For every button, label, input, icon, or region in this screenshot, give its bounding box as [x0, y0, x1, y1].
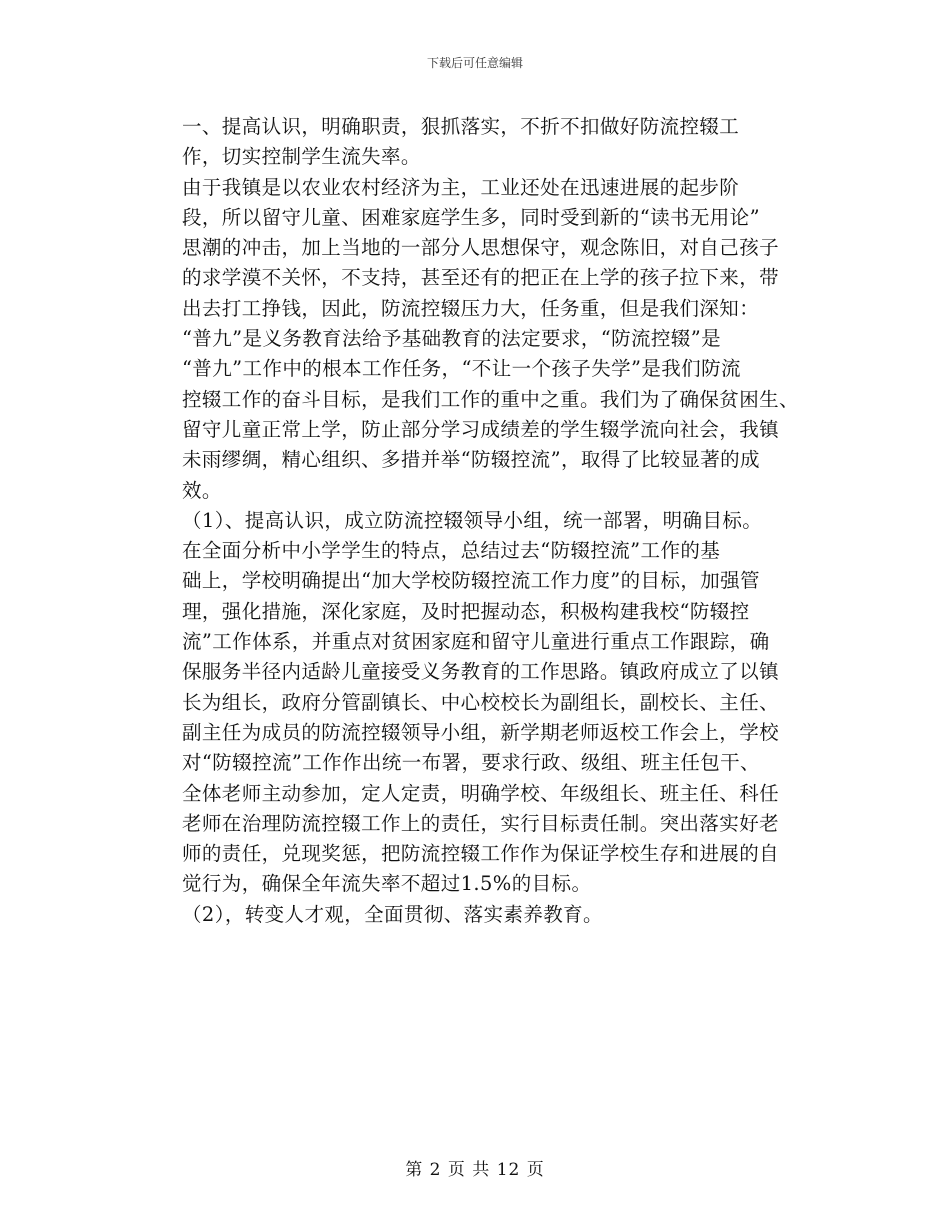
text-line: 全体老师主动参加，定人定责，明确学校、年级组长、班主任、科任 — [182, 781, 780, 805]
text-line: 觉行为，确保全年流失率不超过1.5%的目标。 — [182, 872, 592, 896]
text-line: 保服务半径内适龄儿童接受义务教育的工作思路。镇政府成立了以镇 — [182, 660, 780, 684]
text-line: 在全面分析中小学学生的特点，总结过去“防辍控流”工作的基 — [182, 539, 721, 563]
text-line: 未雨缪绸，精心组织、多措并举“防辍控流”，取得了比较显著的成 — [182, 448, 760, 472]
text-line: 留守儿童正常上学，防止部分学习成绩差的学生辍学流向社会，我镇 — [182, 417, 780, 441]
text-line: 控辍工作的奋斗目标，是我们工作的重中之重。我们为了确保贫困生、 — [182, 387, 799, 411]
text-line: 思潮的冲击，加上当地的一部分人思想保守，观念陈旧，对自己孩子 — [182, 236, 780, 260]
paragraph — [143, 536, 815, 900]
text-line: “普九”是义务教育法给予基础教育的法定要求，“防流控辍”是 — [182, 327, 721, 351]
text-line: 老师在治理防流控辍工作上的责任，实行目标责任制。突出落实好老 — [182, 811, 780, 835]
document-body — [143, 112, 815, 930]
paragraph — [143, 900, 815, 930]
text-line: 效。 — [182, 478, 222, 502]
text-line: 由于我镇是以农业农村经济为主，工业还处在迅速进展的起步阶 — [182, 175, 740, 199]
page-number-footer: 第 2 页 共 12 页 — [405, 1160, 545, 1180]
text-line: （2），转变人才观，全面贯彻、落实素养教育。 — [182, 902, 603, 926]
text-line: 的求学漠不关怀，不支持，甚至还有的把正在上学的孩子拉下来，带 — [182, 266, 780, 290]
paragraph — [143, 506, 815, 536]
text-line: 副主任为成员的防流控辍领导小组，新学期老师返校工作会上，学校 — [182, 720, 780, 744]
text-line: 出去打工挣钱，因此，防流控辍压力大，任务重，但是我们深知： — [182, 296, 760, 320]
header-note: 下载后可任意编辑 — [426, 56, 523, 70]
text-line: 对“防辍控流”工作作出统一布署，要求行政、级组、班主任包干、 — [182, 751, 760, 775]
text-line: 流”工作体系，并重点对贫困家庭和留守儿童进行重点工作跟踪，确 — [182, 630, 770, 654]
text-line: 长为组长，政府分管副镇长、中心校校长为副组长，副校长、主任、 — [182, 690, 780, 714]
text-line: 一、提高认识，明确职责，狠抓落实，不折不扣做好防流控辍工 — [182, 115, 740, 138]
text-line: （1）、提高认识，成立防流控辍领导小组，统一部署，明确目标。 — [182, 508, 763, 532]
text-line: 段，所以留守儿童、困难家庭学生多，同时受到新的“读书无用论” — [182, 205, 760, 229]
text-line: 础上，学校明确提出“加大学校防辍控流工作力度”的目标，加强管 — [182, 569, 760, 593]
text-line: 作，切实控制学生流失率。 — [182, 145, 421, 169]
text-line: “普九”工作中的根本工作任务，“不让一个孩子失学”是我们防流 — [182, 357, 741, 381]
text-line: 理，强化措施，深化家庭，及时把握动态，积极构建我校“防辍控 — [182, 599, 750, 623]
paragraph — [143, 112, 815, 173]
paragraph — [143, 173, 815, 506]
text-line: 师的责任，兑现奖惩，把防流控辍工作作为保证学校生存和进展的自 — [182, 842, 780, 866]
